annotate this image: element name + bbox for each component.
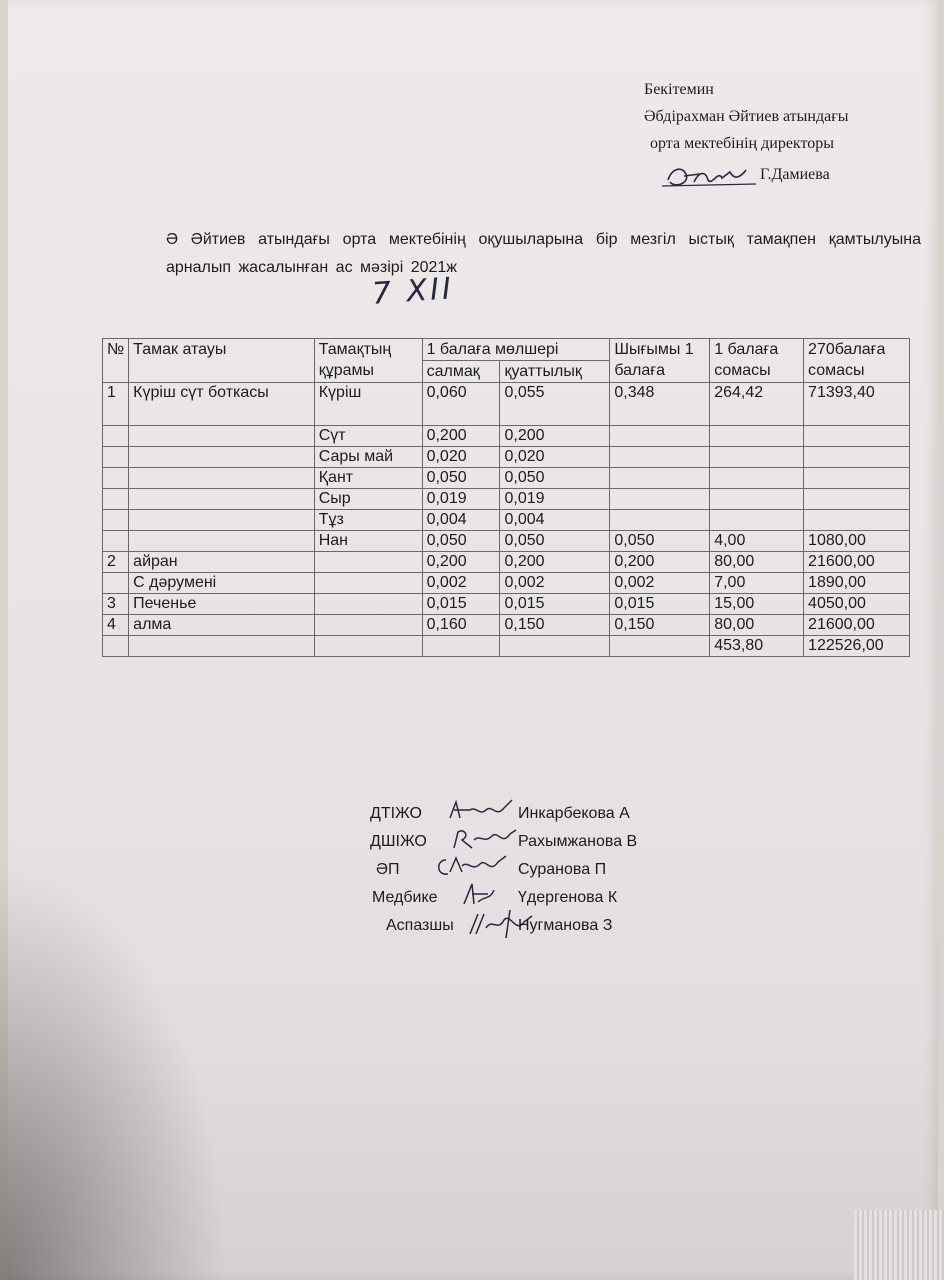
cell-no: 4 (103, 615, 129, 636)
cell-sum-270: 21600,00 (804, 552, 910, 573)
cell-output (610, 489, 710, 510)
cell-energy: 0,015 (500, 594, 610, 615)
cell-energy: 0,200 (500, 552, 610, 573)
cell-weight: 0,050 (422, 531, 500, 552)
cell-energy: 0,004 (500, 510, 610, 531)
cell-output: 0,150 (610, 615, 710, 636)
cell-weight (422, 636, 500, 657)
cell-ingredient (314, 636, 422, 657)
header-weight: салмақ (422, 361, 500, 383)
menu-table (102, 338, 910, 657)
cell-sum-one: 15,00 (710, 594, 804, 615)
cell-ingredient (314, 552, 422, 573)
cell-no: 3 (103, 594, 129, 615)
cell-output (610, 468, 710, 489)
cell-sum-270 (804, 468, 910, 489)
table-row (103, 615, 910, 636)
header-no: № (103, 339, 129, 383)
cell-sum-270: 1890,00 (804, 573, 910, 594)
director-name: Г.Дамиева (760, 166, 830, 183)
header-output: Шығымы 1 балаға (610, 339, 710, 383)
cell-dish (129, 468, 315, 489)
cell-energy: 0,019 (500, 489, 610, 510)
cell-dish: Печенье (129, 594, 315, 615)
cell-energy: 0,020 (500, 447, 610, 468)
signature-role: Аспазшы (386, 917, 454, 934)
cell-dish (129, 426, 315, 447)
cell-weight: 0,200 (422, 552, 500, 573)
cell-energy (500, 636, 610, 657)
header-dish: Тамак атауы (129, 339, 315, 383)
header-sum-270: 270балаға сомасы (804, 339, 910, 383)
director-signature-icon (660, 160, 760, 194)
cell-no (103, 468, 129, 489)
table-row (103, 447, 910, 468)
cell-dish: Күріш сүт боткасы (129, 383, 315, 426)
cell-ingredient: Тұз (314, 510, 422, 531)
cell-output (610, 426, 710, 447)
cell-no: 2 (103, 552, 129, 573)
cell-ingredient (314, 615, 422, 636)
cell-sum-270: 21600,00 (804, 615, 910, 636)
cell-no: 1 (103, 383, 129, 426)
cell-sum-one (710, 426, 804, 447)
cell-sum-270 (804, 489, 910, 510)
cell-ingredient (314, 594, 422, 615)
signature-name: Инкарбекова А (518, 805, 630, 822)
signature-scribble-icon (446, 796, 516, 826)
cell-sum-270: 122526,00 (804, 636, 910, 657)
table-row (103, 531, 910, 552)
cell-no (103, 531, 129, 552)
cell-output (610, 636, 710, 657)
cell-sum-270: 1080,00 (804, 531, 910, 552)
cell-weight: 0,050 (422, 468, 500, 489)
cell-no (103, 573, 129, 594)
table-row (103, 510, 910, 531)
cell-dish (129, 510, 315, 531)
cell-no (103, 489, 129, 510)
cell-energy: 0,050 (500, 468, 610, 489)
cell-no (103, 636, 129, 657)
header-energy: қуаттылық (500, 361, 610, 383)
cell-output: 0,015 (610, 594, 710, 615)
cell-no (103, 510, 129, 531)
cell-dish (129, 447, 315, 468)
table-row (103, 383, 910, 426)
cell-dish (129, 489, 315, 510)
cell-sum-one: 80,00 (710, 552, 804, 573)
signature-scribble-icon (450, 824, 520, 854)
signature-scribble-icon (458, 880, 498, 910)
cell-sum-one (710, 489, 804, 510)
cell-sum-one: 7,00 (710, 573, 804, 594)
cell-weight: 0,060 (422, 383, 500, 426)
cell-sum-one: 4,00 (710, 531, 804, 552)
cell-output: 0,050 (610, 531, 710, 552)
cell-ingredient: Нан (314, 531, 422, 552)
cell-weight: 0,020 (422, 447, 500, 468)
approval-line-2: Әбдірахман Әйтиев атындағы (644, 108, 849, 125)
header-sum-one: 1 балаға сомасы (710, 339, 804, 383)
signature-name: Суранова П (518, 861, 607, 878)
signature-name: Үдергенова К (518, 889, 618, 906)
cell-sum-one: 453,80 (710, 636, 804, 657)
cell-sum-270 (804, 447, 910, 468)
cell-dish: айран (129, 552, 315, 573)
cell-dish (129, 531, 315, 552)
cell-energy: 0,002 (500, 573, 610, 594)
table-row (103, 489, 910, 510)
cell-dish: С дәрумені (129, 573, 315, 594)
cell-no (103, 447, 129, 468)
cell-energy: 0,200 (500, 426, 610, 447)
header-composition: Тамақтың құрамы (314, 339, 422, 383)
cell-weight: 0,200 (422, 426, 500, 447)
cell-sum-one: 80,00 (710, 615, 804, 636)
approval-line-1: Бекітемин (644, 81, 714, 98)
cell-output: 0,200 (610, 552, 710, 573)
cell-sum-270 (804, 426, 910, 447)
cell-sum-270: 71393,40 (804, 383, 910, 426)
cell-output (610, 447, 710, 468)
cell-output (610, 510, 710, 531)
table-row (103, 468, 910, 489)
stacked-pages-edge (854, 1210, 944, 1280)
cell-ingredient: Сүт (314, 426, 422, 447)
signature-name: Рахымжанова В (518, 833, 638, 850)
cell-dish: алма (129, 615, 315, 636)
cell-weight: 0,015 (422, 594, 500, 615)
cell-ingredient: Күріш (314, 383, 422, 426)
document-title: Ә Әйтиев атындағы орта мектебінің оқушыларына бір мезгіл ыстық тамақпен қамтылуына арналып жасалынған ас мәзірі 2021ж (166, 231, 921, 276)
signature-scribble-icon (432, 852, 512, 882)
signature-role: ӘП (376, 861, 400, 878)
cell-sum-one (710, 468, 804, 489)
signature-role: ДШІЖО (370, 833, 427, 850)
table-row (103, 552, 910, 573)
table-row (103, 426, 910, 447)
cell-sum-270: 4050,00 (804, 594, 910, 615)
cell-output: 0,348 (610, 383, 710, 426)
cell-dish (129, 636, 315, 657)
handwritten-date: 7 XII (370, 271, 455, 312)
signature-role: ДТІЖО (370, 805, 422, 822)
table-row (103, 636, 910, 657)
cell-sum-one (710, 447, 804, 468)
table-row (103, 573, 910, 594)
cell-ingredient (314, 573, 422, 594)
header-per-child: 1 балаға мөлшері (422, 339, 610, 361)
cell-weight: 0,002 (422, 573, 500, 594)
cell-energy: 0,055 (500, 383, 610, 426)
cell-weight: 0,004 (422, 510, 500, 531)
director-signature-line (660, 160, 880, 192)
approval-line-3: орта мектебінің директоры (650, 135, 835, 152)
cell-sum-one (710, 510, 804, 531)
cell-ingredient: Қант (314, 468, 422, 489)
signature-name: Нугманова З (518, 917, 613, 934)
signature-role: Медбике (372, 889, 438, 906)
cell-energy: 0,050 (500, 531, 610, 552)
cell-sum-270 (804, 510, 910, 531)
cell-energy: 0,150 (500, 615, 610, 636)
menu-table-body (103, 383, 910, 657)
cell-no (103, 426, 129, 447)
cell-ingredient: Сары май (314, 447, 422, 468)
cell-ingredient: Сыр (314, 489, 422, 510)
approval-block (644, 76, 849, 157)
cell-weight: 0,160 (422, 615, 500, 636)
cell-output: 0,002 (610, 573, 710, 594)
cell-weight: 0,019 (422, 489, 500, 510)
table-row (103, 594, 910, 615)
cell-sum-one: 264,42 (710, 383, 804, 426)
